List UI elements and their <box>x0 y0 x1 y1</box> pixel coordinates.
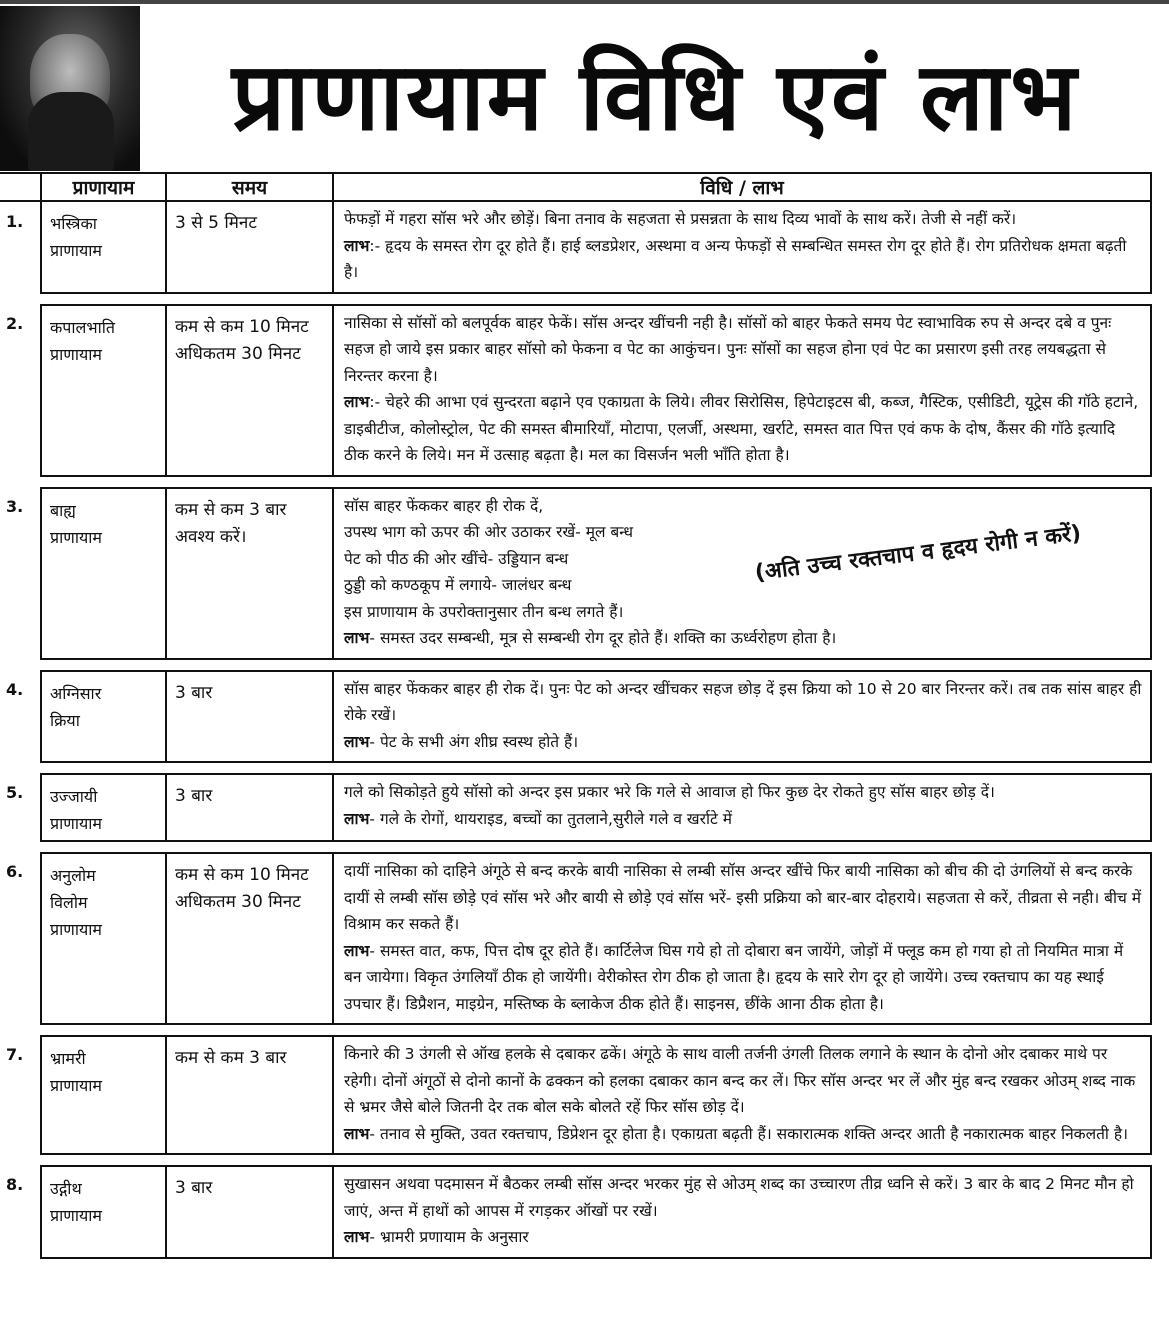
row-gap <box>0 1025 40 1035</box>
row-gap <box>165 763 332 773</box>
serial-number: 7. <box>6 1045 24 1064</box>
header-method: विधि / लाभ <box>332 172 1152 202</box>
pranayama-time: 3 से 5 मिनट <box>165 202 332 294</box>
row-gap <box>165 660 332 670</box>
pranayama-name-line: प्राणायाम <box>50 1076 102 1095</box>
benefit-label: लाभ <box>344 1228 370 1246</box>
row-gap <box>165 1155 332 1165</box>
row-gap <box>0 660 40 670</box>
serial-number: 8. <box>6 1175 24 1194</box>
benefit-label: लाभ <box>344 393 370 411</box>
pranayama-method <box>332 1165 1152 1259</box>
beard-shape <box>28 92 114 171</box>
row-gap <box>40 294 165 304</box>
pranayama-name-line: भस्त्रिका <box>50 214 97 233</box>
benefit-text <box>344 806 1142 833</box>
row-gap <box>332 1025 1152 1035</box>
pranayama-table <box>0 172 1152 1259</box>
method-line: ठुड्डी को कण्ठकूप में लगाये- जालंधर बन्ध <box>344 576 572 594</box>
method-text: नासिका से सॉसों को बलपूर्वक बाहर फेकें। सॉस अन्दर खींचनी नही है। सॉसों को बाहर फेकते समय पेट स्वाभाविक रुप से अन्दर दबे व पुनः सहज हो जाये इस प्रकार बाहर सॉसो को फेकना व पेट का आकुंचन। पुनः सॉसों का सहज होना एवं पेट का प्रसारण इसी तरह लयबद्धता से निरन्तर करना है। <box>344 313 1112 385</box>
top-border <box>0 0 1169 4</box>
row-gap <box>165 842 332 852</box>
row-gap <box>332 294 1152 304</box>
benefit-detail: - समस्त उदर सम्बन्धी, मूत्र से सम्बन्धी रोग दूर होते हैं। शक्ति का ऊर्ध्वरोहण होता है। <box>369 629 837 647</box>
method-text: फेफड़ों में गहरा सॉस भरे और छोड़ें। बिना तनाव के सहजता से प्रसन्नता के साथ दिव्य भावों के साथ करें। तेजी से नहीं करें। <box>344 210 1017 228</box>
serial-number: 3. <box>6 496 24 516</box>
method-line: पेट को पीठ की ओर खींचे- उड्डियान बन्ध <box>344 549 569 568</box>
pranayama-method <box>332 852 1152 1025</box>
pranayama-name <box>40 487 165 660</box>
pranayama-name-line: प्राणायाम <box>50 1206 102 1225</box>
row-gap <box>0 842 40 852</box>
pranayama-method <box>332 487 1152 660</box>
pranayama-time: 3 बार <box>165 1165 332 1259</box>
row-gap <box>40 660 165 670</box>
pranayama-time: 3 बार <box>165 773 332 842</box>
benefit-text <box>344 625 1142 652</box>
benefit-detail: - समस्त वात, कफ, पित्त दोष दूर होते हैं। कार्टिलेज घिस गये हो तो दोबारा बन जायेंगे, जोड़ों में फ्लूड कम हो गया हो तो नियमित मात्रा में बन जायेगा। विकृत उंगलियाँ ठीक हो जायेंगी। वेरीकोस्त रोग ठीक हो जाता है। हृदय के सारे रोग दूर हो जायेंगे। उच्च रक्तचाप का यह स्थाई उपचार हैं। डिप्रैशन, माइग्रेन, मस्तिष्क के ब्लाकेज ठीक होते हैं। साइनस, छींके आना ठीक होता है। <box>344 941 1124 1013</box>
pranayama-name-line: उद्गीथ <box>50 1179 82 1198</box>
pranayama-name-line: प्राणायाम <box>50 527 102 547</box>
pranayama-time: 3 बार <box>165 670 332 764</box>
pranayama-name <box>40 670 165 764</box>
serial-number: 1. <box>6 212 24 231</box>
benefit-label: लाभ <box>344 941 370 960</box>
pranayama-name-line: भ्रामरी <box>50 1049 86 1068</box>
pranayama-name-line: बाह्य <box>50 500 76 520</box>
pranayama-name-line: प्राणायाम <box>50 814 102 833</box>
benefit-text <box>344 938 1142 1018</box>
method-text: दायीं नासिका को दाहिने अंगूठे से बन्द करके बायी नासिका से लम्बी सॉस अन्दर खींचे फिर बायी नासिका को बीच की दो उंगलियों से बन्द करके दायीं से लम्बी सॉस छोड़े एवं सॉस भरे और बायी से छोड़े एवं सॉस भरें- इसी प्रक्रिया को बार-बार दोहराये। सहजता से करें, तीव्रता से नही। बीच में विश्राम कर सकते हैं। <box>344 862 1142 933</box>
benefit-detail: - तनाव से मुक्ति, उवत रक्तचाप, डिप्रेशन दूर होता है। एकाग्रता बढ़ती हैं। सकारात्मक शक्ति अन्दर आती है नकारात्मक बाहर निकलती है। <box>369 1124 1128 1143</box>
pranayama-name <box>40 1035 165 1155</box>
yoga-guru-photo <box>0 6 140 171</box>
benefit-text <box>344 389 1142 469</box>
serial-number: 5. <box>6 783 24 802</box>
row-gap <box>0 294 40 304</box>
row-gap <box>165 477 332 487</box>
method-line: इस प्राणायाम के उपरोक्तानुसार तीन बन्ध लगते हैं। <box>344 602 624 621</box>
pranayama-name-line: प्राणायाम <box>50 241 102 260</box>
benefit-detail: - भ्रामरी प्रणायाम के अनुसार <box>369 1228 529 1246</box>
method-line: उपस्थ भाग को ऊपर की ओर उठाकर रखें- मूल बन्ध <box>344 523 634 541</box>
pranayama-name <box>40 202 165 294</box>
benefit-text <box>344 1224 1142 1251</box>
benefit-text <box>344 233 1142 286</box>
pranayama-time: कम से कम 10 मिनट अधिकतम 30 मिनट <box>165 304 332 477</box>
benefit-label: लाभ <box>344 732 370 751</box>
pranayama-method <box>332 202 1152 294</box>
benefit-detail: :- चेहरे की आभा एवं सुन्दरता बढ़ाने एव एकाग्रता के लिये। लीवर सिरोसिस, हिपेटाइटस बी, कब्ज, गैस्टिक, एसीडिटी, यूट्रेस की गॉठे हटाने, डाइबीटीज, कोलोस्ट्रोल, पेट की समस्त बीमारियाँ, मोटापा, एलर्जी, अस्थमा, खर्राटे, समस्त वात पित्त एवं कफ के दोष, कैंसर की गॉठे इत्यादि ठीक करने के लिये। मन में उत्साह बढ़ता है। मल का विसर्जन भली भाँति होता है। <box>344 393 1139 464</box>
benefit-label: लाभ <box>344 809 370 828</box>
pranayama-name-line: उज्जायी <box>50 787 98 806</box>
pranayama-name-line: अनुलोम <box>50 866 96 885</box>
pranayama-name-line: कपालभाति <box>50 317 116 337</box>
method-text: सुखासन अथवा पदमासन में बैठकर लम्बी सॉस अन्दर भरकर मुंह से ओउम् शब्द का उच्चारण तीव्र ध्वनि से करें। 3 बार के बाद 2 मिनट मौन हो जाएं, अन्त में हाथों को आपस में रगड़कर ऑखों पर रखें। <box>344 1175 1134 1220</box>
row-gap <box>40 1155 165 1165</box>
row-gap <box>332 763 1152 773</box>
pranayama-name-line: प्राणायाम <box>50 344 102 364</box>
row-gap <box>0 477 40 487</box>
pranayama-time: कम से कम 3 बार अवश्य करें। <box>165 487 332 660</box>
row-gap <box>332 842 1152 852</box>
row-gap <box>40 477 165 487</box>
pranayama-name <box>40 304 165 477</box>
benefit-detail: - पेट के सभी अंग शीघ्र स्वस्थ होते हैं। <box>369 732 579 751</box>
pranayama-method <box>332 1035 1152 1155</box>
row-gap <box>332 660 1152 670</box>
method-line: सॉस बाहर फेंककर बाहर ही रोक दें, <box>344 496 544 515</box>
pranayama-name <box>40 773 165 842</box>
benefit-label: लाभ <box>344 1124 370 1143</box>
serial-number: 2. <box>6 313 24 333</box>
row-gap <box>40 763 165 773</box>
pranayama-name-line: प्राणायाम <box>50 920 102 939</box>
header-serial <box>0 172 40 202</box>
benefit-label: लाभ <box>344 629 370 647</box>
pranayama-method <box>332 304 1152 477</box>
benefit-detail: :- हृदय के समस्त रोग दूर होते हैं। हाई ब्लडप्रेशर, अस्थमा व अन्य फेफड़ों से सम्बन्धित समस्त रोग दूर होते हैं। रोग प्रतिरोधक क्षमता बढ़ती है। <box>344 236 1127 281</box>
row-gap <box>40 1025 165 1035</box>
serial-number: 4. <box>6 679 24 699</box>
pranayama-name-line: विलोम <box>50 893 88 912</box>
pranayama-name <box>40 852 165 1025</box>
row-gap <box>0 1155 40 1165</box>
pranayama-name-line: अग्निसार <box>50 683 102 703</box>
pranayama-name-line: क्रिया <box>50 710 80 730</box>
caution-note: (अति उच्च रक्तचाप व हृदय रोगी न करें) <box>753 520 1083 586</box>
row-gap <box>332 477 1152 487</box>
row-gap <box>40 842 165 852</box>
pranayama-time: कम से कम 10 मिनट अधिकतम 30 मिनट <box>165 852 332 1025</box>
page-title: प्राणायाम विधि एवं लाभ <box>231 43 1079 152</box>
row-gap <box>0 763 40 773</box>
benefit-label: लाभ <box>344 236 370 255</box>
method-text: किनारे की 3 उंगली से ऑख हलके से दबाकर ढकें। अंगूठे के साथ वाली तर्जनी उंगली तिलक लगाने के स्थान के दोनो ओर दबाकर माथे पर रहेगी। दोनों अंगूठों से दोनो कानों के ढक्कन को हलका दबाकर कान बन्द कर लें। फिर सॉस अन्दर भर लें और मुंह बन्द रखकर ओउम् शब्द नाक से भ्रमर जैसे बोले जितनी देर तक बोल सके बोलते रहें फिर सॉस छोड़ दें। <box>344 1045 1136 1116</box>
serial-number: 6. <box>6 862 24 881</box>
row-gap <box>165 294 332 304</box>
benefit-text <box>344 1121 1142 1148</box>
row-gap <box>332 1155 1152 1165</box>
method-text: गले को सिकोड़ते हुये सॉसो को अन्दर इस प्रकार भरे कि गले से आवाज हो फिर कुछ देर रोकते हुए सॉस बाहर छोड़ दें। <box>344 783 995 801</box>
pranayama-name <box>40 1165 165 1259</box>
pranayama-time: कम से कम 3 बार <box>165 1035 332 1155</box>
method-text: सॉस बाहर फेंककर बाहर ही रोक दें। पुनः पेट को अन्दर खींचकर सहज छोड़ दें इस क्रिया को 10 से 20 बार निरन्तर करें। तब तक सांस बाहर ही रोके रखें। <box>344 679 1142 724</box>
benefit-text <box>344 729 1142 756</box>
header-pranayama: प्राणायाम <box>40 172 165 202</box>
row-gap <box>165 1025 332 1035</box>
header-time: समय <box>165 172 332 202</box>
pranayama-method <box>332 670 1152 764</box>
benefit-detail: - गले के रोगों, थायराइड, बच्चों का तुतलाने,सुरीले गले व खर्राटे में <box>369 809 732 828</box>
pranayama-method <box>332 773 1152 842</box>
